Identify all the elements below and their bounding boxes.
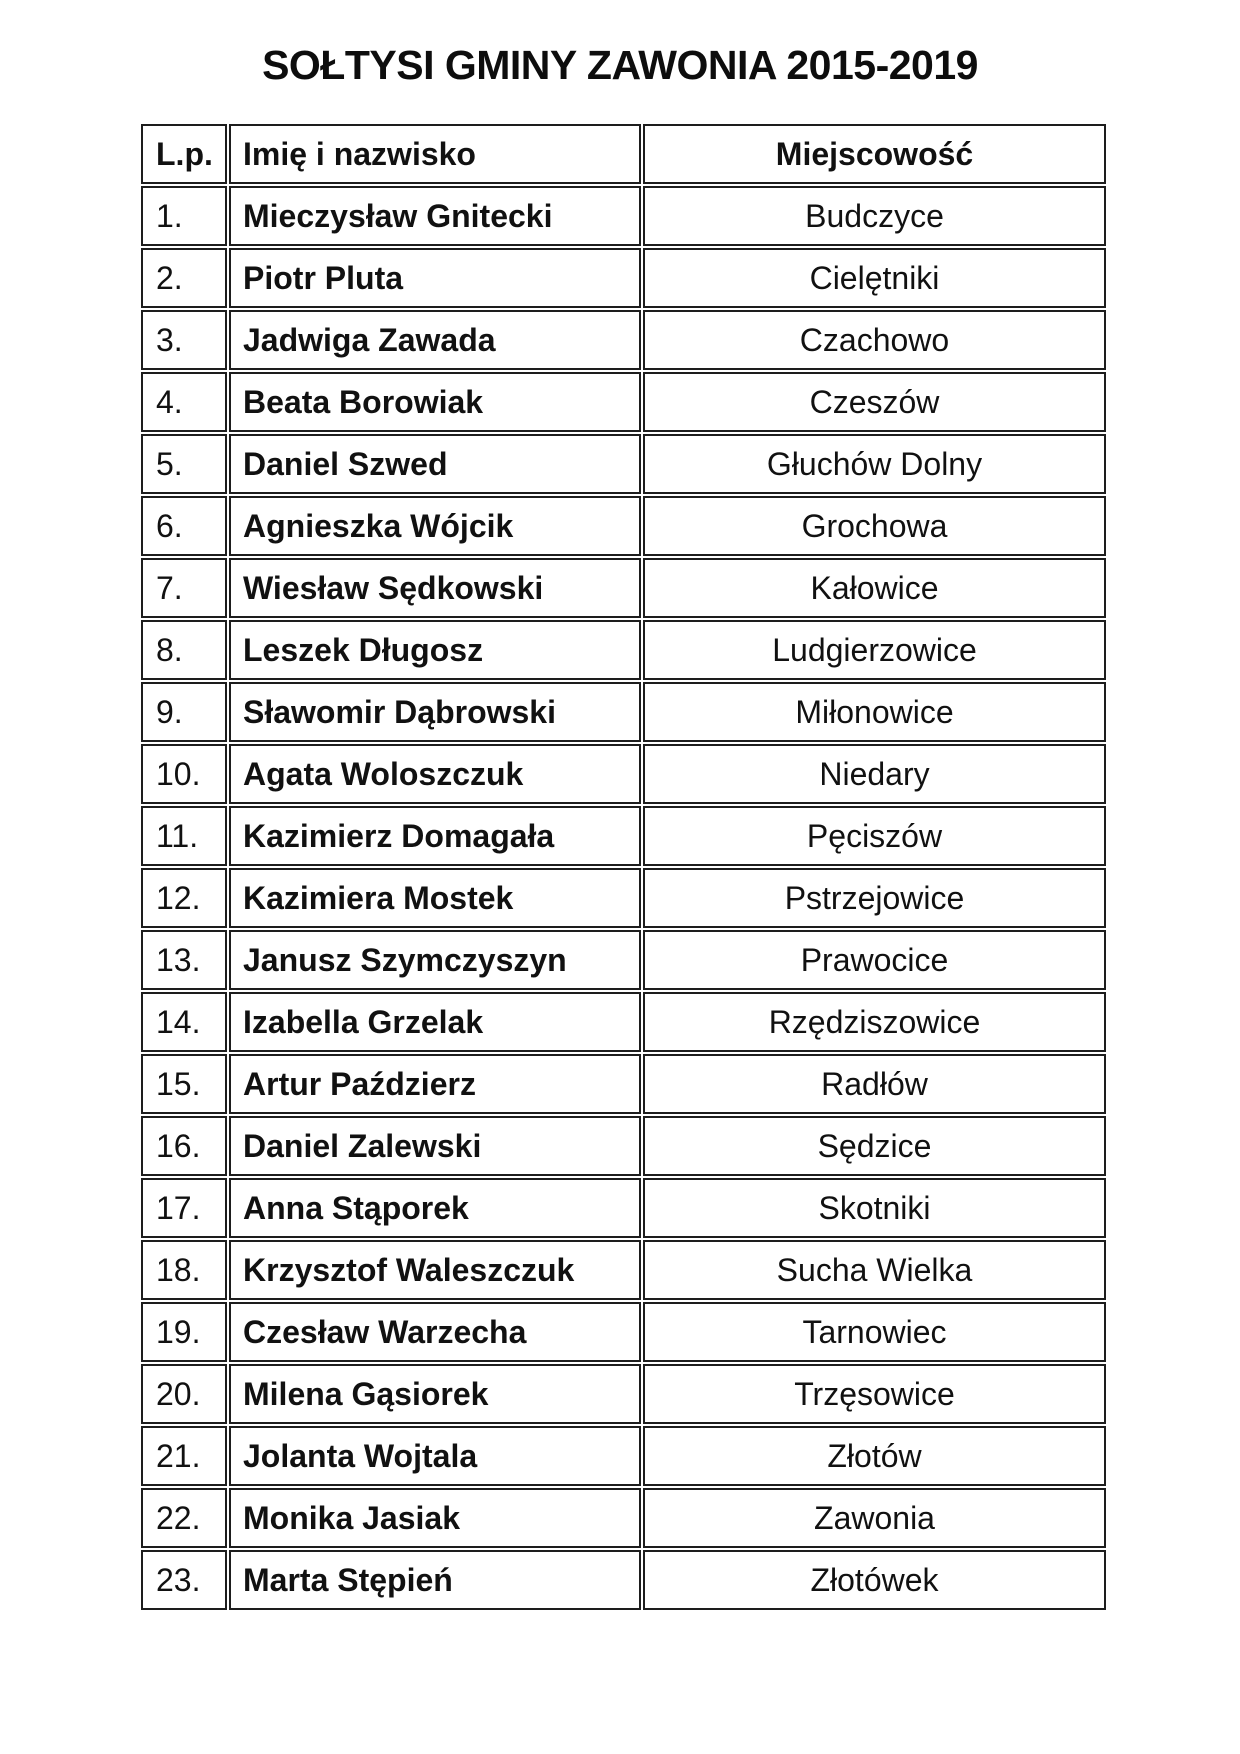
person-name-cell: Monika Jasiak <box>229 1488 641 1548</box>
table-row <box>141 1178 1106 1238</box>
village-cell: Radłów <box>643 1054 1106 1114</box>
row-number-cell: 22. <box>141 1488 227 1548</box>
person-name-cell: Milena Gąsiorek <box>229 1364 641 1424</box>
person-name-cell: Beata Borowiak <box>229 372 641 432</box>
village-cell: Prawocice <box>643 930 1106 990</box>
village-cell: Pstrzejowice <box>643 868 1106 928</box>
table-row <box>141 1550 1106 1610</box>
person-name-cell: Jadwiga Zawada <box>229 310 641 370</box>
header-name: Imię i nazwisko <box>229 124 641 184</box>
row-number-cell: 11. <box>141 806 227 866</box>
village-cell: Złotów <box>643 1426 1106 1486</box>
person-name-cell: Janusz Szymczyszyn <box>229 930 641 990</box>
table-row <box>141 1116 1106 1176</box>
table-row <box>141 310 1106 370</box>
table-row <box>141 496 1106 556</box>
table-header <box>141 124 1106 184</box>
table-header-row <box>141 124 1106 184</box>
village-cell: Zawonia <box>643 1488 1106 1548</box>
person-name-cell: Piotr Pluta <box>229 248 641 308</box>
person-name-cell: Artur Paździerz <box>229 1054 641 1114</box>
person-name-cell: Jolanta Wojtala <box>229 1426 641 1486</box>
village-cell: Czeszów <box>643 372 1106 432</box>
person-name-cell: Anna Stąporek <box>229 1178 641 1238</box>
village-cell: Trzęsowice <box>643 1364 1106 1424</box>
person-name-cell: Czesław Warzecha <box>229 1302 641 1362</box>
village-cell: Pęciszów <box>643 806 1106 866</box>
village-cell: Grochowa <box>643 496 1106 556</box>
table-row <box>141 1240 1106 1300</box>
row-number-cell: 9. <box>141 682 227 742</box>
page-title: SOŁTYSI GMINY ZAWONIA 2015-2019 <box>262 42 978 88</box>
person-name-cell: Agnieszka Wójcik <box>229 496 641 556</box>
row-number-cell: 12. <box>141 868 227 928</box>
table-row <box>141 1302 1106 1362</box>
village-cell: Kałowice <box>643 558 1106 618</box>
table-row <box>141 682 1106 742</box>
row-number-cell: 18. <box>141 1240 227 1300</box>
row-number-cell: 13. <box>141 930 227 990</box>
village-cell: Złotówek <box>643 1550 1106 1610</box>
village-cell: Głuchów Dolny <box>643 434 1106 494</box>
table-row <box>141 1426 1106 1486</box>
header-lp: L.p. <box>141 124 227 184</box>
row-number-cell: 21. <box>141 1426 227 1486</box>
village-cell: Rzędziszowice <box>643 992 1106 1052</box>
row-number-cell: 19. <box>141 1302 227 1362</box>
person-name-cell: Kazimierz Domagała <box>229 806 641 866</box>
row-number-cell: 2. <box>141 248 227 308</box>
soltysi-table <box>139 122 1108 1612</box>
table-row <box>141 248 1106 308</box>
village-cell: Skotniki <box>643 1178 1106 1238</box>
village-cell: Ludgierzowice <box>643 620 1106 680</box>
person-name-cell: Agata Woloszczuk <box>229 744 641 804</box>
village-cell: Budczyce <box>643 186 1106 246</box>
table-row <box>141 1488 1106 1548</box>
table-row <box>141 1364 1106 1424</box>
row-number-cell: 14. <box>141 992 227 1052</box>
person-name-cell: Daniel Szwed <box>229 434 641 494</box>
table-row <box>141 992 1106 1052</box>
row-number-cell: 4. <box>141 372 227 432</box>
village-cell: Sędzice <box>643 1116 1106 1176</box>
table-row <box>141 558 1106 618</box>
table-row <box>141 186 1106 246</box>
row-number-cell: 6. <box>141 496 227 556</box>
table-row <box>141 1054 1106 1114</box>
person-name-cell: Izabella Grzelak <box>229 992 641 1052</box>
table-row <box>141 930 1106 990</box>
table-row <box>141 372 1106 432</box>
table-row <box>141 620 1106 680</box>
row-number-cell: 17. <box>141 1178 227 1238</box>
person-name-cell: Krzysztof Waleszczuk <box>229 1240 641 1300</box>
person-name-cell: Daniel Zalewski <box>229 1116 641 1176</box>
row-number-cell: 15. <box>141 1054 227 1114</box>
row-number-cell: 8. <box>141 620 227 680</box>
village-cell: Cielętniki <box>643 248 1106 308</box>
person-name-cell: Kazimiera Mostek <box>229 868 641 928</box>
row-number-cell: 3. <box>141 310 227 370</box>
village-cell: Czachowo <box>643 310 1106 370</box>
village-cell: Tarnowiec <box>643 1302 1106 1362</box>
table-row <box>141 806 1106 866</box>
person-name-cell: Sławomir Dąbrowski <box>229 682 641 742</box>
table-row <box>141 868 1106 928</box>
row-number-cell: 7. <box>141 558 227 618</box>
person-name-cell: Wiesław Sędkowski <box>229 558 641 618</box>
row-number-cell: 1. <box>141 186 227 246</box>
table-row <box>141 744 1106 804</box>
table-row <box>141 434 1106 494</box>
village-cell: Niedary <box>643 744 1106 804</box>
table-body <box>141 186 1106 1610</box>
header-place: Miejscowość <box>643 124 1106 184</box>
person-name-cell: Marta Stępień <box>229 1550 641 1610</box>
person-name-cell: Leszek Długosz <box>229 620 641 680</box>
row-number-cell: 20. <box>141 1364 227 1424</box>
row-number-cell: 5. <box>141 434 227 494</box>
row-number-cell: 23. <box>141 1550 227 1610</box>
row-number-cell: 10. <box>141 744 227 804</box>
village-cell: Sucha Wielka <box>643 1240 1106 1300</box>
row-number-cell: 16. <box>141 1116 227 1176</box>
village-cell: Miłonowice <box>643 682 1106 742</box>
person-name-cell: Mieczysław Gnitecki <box>229 186 641 246</box>
